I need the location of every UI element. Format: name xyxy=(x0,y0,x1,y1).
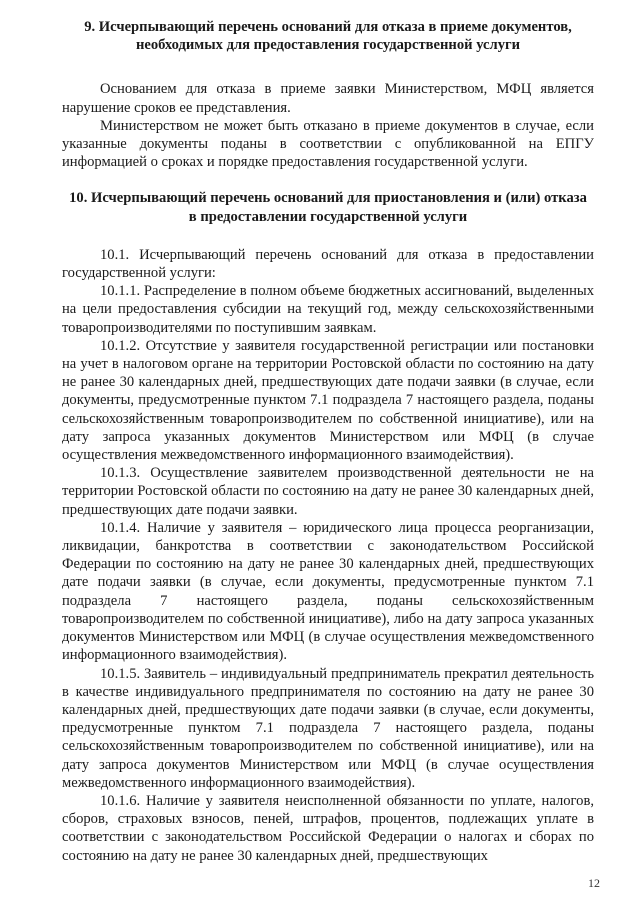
section-10-heading: 10. Исчерпывающий перечень оснований для приостановления и (или) отказа в предоставлении государственной услуги xyxy=(69,190,587,225)
section-10-paragraph: 10.1.4. Наличие у заявителя – юридического лица процесса реорганизации, ликвидации, банкротства в соответствии с законодательством Российской Федерации по состоянию на дату не ранее 30 календарных дней, предшествующих дате подачи заявки (в случае, если документы, предусмотренные пунктом 7.1 подраздела 7 настоящего раздела, поданы сельскохозяйственным товаропроизводителем по собственной инициативе), либо на дату запроса указанных документов Министерством или МФЦ (в случае осуществления межведомственного информационного взаимодействия). xyxy=(62,519,594,664)
section-10-paragraph: 10.1.2. Отсутствие у заявителя государственной регистрации или постановки на учет в налоговом органе на территории Ростовской области по состоянию на дату не ранее 30 календарных дней, предшествующих дате подачи заявки (в случае, если документы, предусмотренные пунктом 7.1 подраздела 7 настоящего раздела, поданы сельскохозяйственным товаропроизводителем по собственной инициативе), или на дату запроса указанных документов Министерством или МФЦ (в случае осуществления межведомственного информационного взаимодействия). xyxy=(62,337,594,464)
section-10-paragraph: 10.1.6. Наличие у заявителя неисполненной обязанности по уплате, налогов, сборов, страховых взносов, пеней, штрафов, процентов, подлежащих уплате в соответствии с законодательством Российской Федерации о налогах и сборах по состоянию на дату не ранее 30 календарных дней, предшествующих xyxy=(62,792,594,864)
section-9-paragraph: Основанием для отказа в приеме заявки Министерством, МФЦ является нарушение сроков ее представления. xyxy=(62,81,594,116)
document-page xyxy=(62,18,594,865)
section-10-paragraph: 10.1. Исчерпывающий перечень оснований для отказа в предоставлении государственной услуги: xyxy=(62,246,594,282)
section-10-paragraph: 10.1.5. Заявитель – индивидуальный предприниматель прекратил деятельность в качестве индивидуального предпринимателя по состоянию на дату не ранее 30 календарных дней, предшествующих дате подачи заявки (в случае, если документы, предусмотренные пунктом 7.1 подраздела 7 настоящего раздела, поданы сельскохозяйственным товаропроизводителем по собственной инициативе), или на дату запроса документов Министерством или МФЦ (в случае осуществления межведомственного информационного взаимодействия). xyxy=(62,665,594,791)
section-10-paragraph: 10.1.3. Осуществление заявителем производственной деятельности не на территории Ростовской области по состоянию на дату не ранее 30 календарных дней, предшествующих дате подачи заявки. xyxy=(62,465,594,518)
section-9-heading: 9. Исчерпывающий перечень оснований для отказа в приеме документов, необходимых для предоставления государственной услуги xyxy=(84,19,572,54)
section-9-paragraph: Министерством не может быть отказано в приеме документов в случае, если указанные документы поданы в соответствии с опубликованной на ЕПГУ информацией о сроках и порядке предоставления государственной услуги. xyxy=(62,117,594,171)
page-number: 12 xyxy=(588,876,600,890)
section-10-paragraph: 10.1.1. Распределение в полном объеме бюджетных ассигнований, выделенных на цели предоставления субсидии на текущий год, между сельскохозяйственными товаропроизводителями по поступившим заявкам. xyxy=(62,283,594,336)
